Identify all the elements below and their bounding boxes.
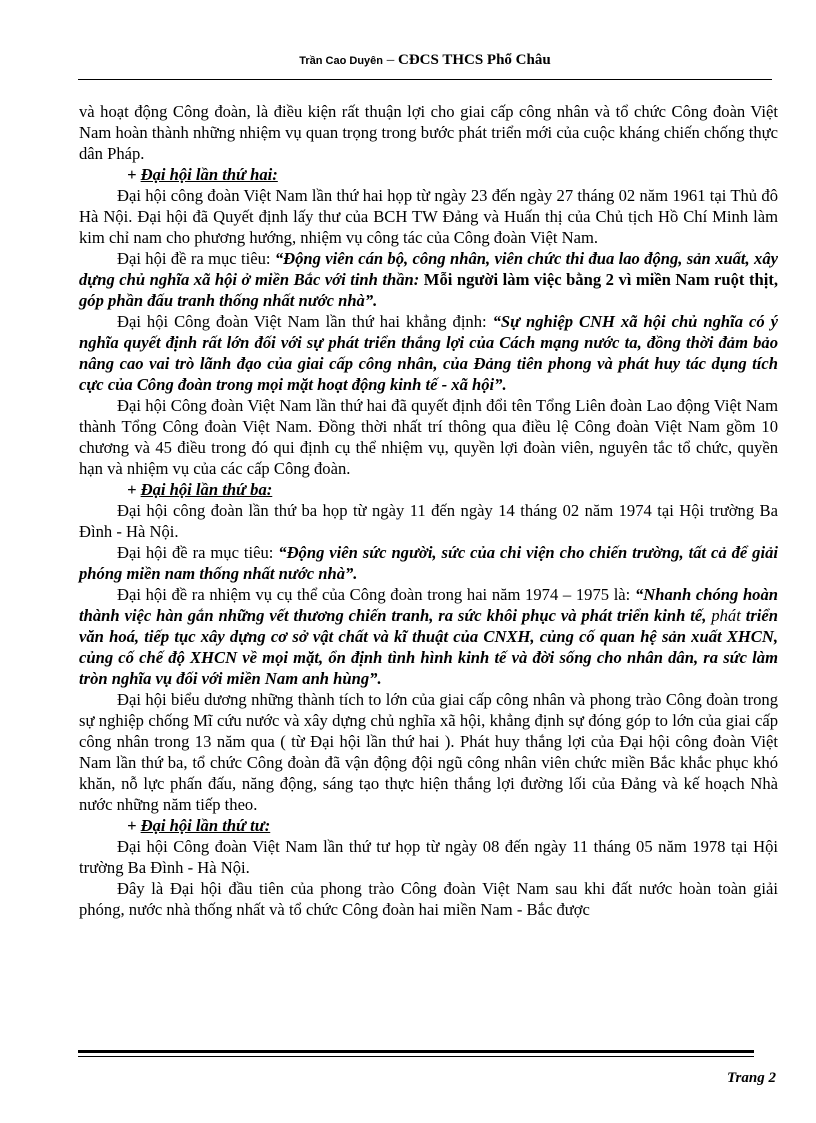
quote-part: “Nhanh chóng hoàn thành việc hàn gắn những vết thương chiến tranh, ra sức khôi phục và phát triển kinh tế, bbox=[79, 585, 779, 625]
quote-part: phát bbox=[711, 606, 741, 625]
paragraph bbox=[79, 248, 778, 311]
page-header bbox=[78, 52, 772, 72]
document-body bbox=[79, 101, 778, 920]
header-separator: – bbox=[383, 52, 399, 68]
section-bullet: + bbox=[127, 816, 141, 835]
paragraph bbox=[79, 584, 778, 689]
section-title: Đại hội lần thứ hai: bbox=[140, 165, 278, 184]
paragraph: Đại hội biểu dương những thành tích to lớn của giai cấp công nhân và phong trào Công đoàn trong sự nghiệp chống Mĩ cứu nước và xây dựng chủ nghĩa xã hội, khẳng định sự đóng góp to lớn của giai cấp công nhân trong 13 năm qua ( từ Đại hội lần thứ hai ). Phát huy thắng lợi của Đại hội công đoàn Việt Nam lần thứ ba, tổ chức Công đoàn đã vận động đội ngũ công nhân viên chức miền Bắc khắc phục khó khăn, nỗ lực phấn đấu, năng động, sáng tạo thực hiện thắng lợi đường lối của Đảng và kế hoạch Nhà nước những năm tiếp theo. bbox=[79, 690, 778, 814]
quote-part: góp phần đấu tranh thống nhất nước nhà”. bbox=[79, 291, 378, 310]
paragraph-continuation: và hoạt động Công đoàn, là điều kiện rất thuận lợi cho giai cấp công nhân và tổ chức Công đoàn Việt Nam hoàn thành những nhiệm vụ quan trọng trong bước phát triển mới của cuộc kháng chiến chống thực dân Pháp. bbox=[79, 102, 778, 163]
paragraph: Đại hội Công đoàn Việt Nam lần thứ hai đã quyết định đổi tên Tổng Liên đoàn Lao động Việt Nam thành Tổng Công đoàn Việt Nam. Đồng thời nhất trí thông qua điều lệ Công đoàn Việt Nam gồm 10 chương và 45 điều trong đó qui định cụ thể nhiệm vụ, quyền lợi đoàn viên, nguyên tắc tổ chức, quyền hạn và nhiệm vụ của các cấp Công đoàn. bbox=[79, 396, 778, 478]
section-title: Đại hội lần thứ tư: bbox=[140, 816, 271, 835]
page-number: Trang 2 bbox=[726, 1070, 776, 1086]
quote-part: Mỗi người làm việc bằng 2 vì miền Nam ruột thịt, bbox=[419, 270, 778, 289]
paragraph-lead: Đại hội đề ra nhiệm vụ cụ thể của Công đoàn trong hai năm 1974 – 1975 là: bbox=[117, 585, 635, 604]
quote: “Sự nghiệp CNH xã hội chủ nghĩa có ý nghĩa quyết định rất lớn đối với sự phát triển thắng lợi của Cách mạng nước ta, đồng thời đảm bảo nâng cao vai trò lãnh đạo của giai cấp công nhân, của Đảng tiên phong và phát huy tác dụng tích cực của Công đoàn trong mọi mặt hoạt động kinh tế - xã hội”. bbox=[79, 312, 778, 394]
header-school: CĐCS THCS Phổ Châu bbox=[398, 52, 551, 68]
paragraph: Đây là Đại hội đầu tiên của phong trào Công đoàn Việt Nam sau khi đất nước hoàn toàn giải phóng, nước nhà thống nhất và tổ chức Công đoàn hai miền Nam - Bắc được bbox=[79, 879, 778, 919]
paragraph-lead: Đại hội đề ra mục tiêu: bbox=[117, 543, 279, 562]
section-bullet: + bbox=[127, 480, 141, 499]
paragraph: Đại hội Công đoàn Việt Nam lần thứ tư họp từ ngày 08 đến ngày 11 tháng 05 năm 1978 tại Hội trường Ba Đình - Hà Nội. bbox=[79, 837, 778, 877]
header-author: Trần Cao Duyên bbox=[299, 55, 384, 67]
quote-part: triển văn hoá, tiếp tục xây dựng cơ sở vật chất và kĩ thuật của CNXH, củng cố quan hệ sản xuất XHCN, củng cố chế độ XHCN về mọi mặt, ổn định tình hình kinh tế và đời sống cho nhân dân, ra sức làm tròn nghĩa vụ đối với miền Nam anh hùng”. bbox=[79, 606, 779, 688]
paragraph bbox=[79, 311, 778, 395]
section-heading-fourth-congress bbox=[79, 815, 778, 836]
paragraph-lead: Đại hội Công đoàn Việt Nam lần thứ hai khẳng định: bbox=[117, 312, 493, 331]
paragraph: Đại hội công đoàn lần thứ ba họp từ ngày 11 đến ngày 14 tháng 02 năm 1974 tại Hội trường Ba Đình - Hà Nội. bbox=[79, 501, 778, 541]
paragraph bbox=[79, 542, 778, 584]
section-title: Đại hội lần thứ ba: bbox=[140, 480, 273, 499]
paragraph-lead: Đại hội đề ra mục tiêu: bbox=[117, 249, 275, 268]
header-rule bbox=[78, 79, 772, 80]
section-heading-second-congress bbox=[79, 164, 778, 185]
quote-part: “Động viên cán bộ, công nhân, viên chức thi đua lao động, sản xuất, xây dựng chủ nghĩa xã hội ở miền Bắc với tinh thần: bbox=[79, 249, 778, 289]
footer-rule-thick bbox=[78, 1050, 754, 1053]
footer-rule-thin bbox=[78, 1056, 754, 1057]
section-bullet: + bbox=[127, 165, 141, 184]
paragraph: Đại hội công đoàn Việt Nam lần thứ hai họp từ ngày 23 đến ngày 27 tháng 02 năm 1961 tại Thủ đô Hà Nội. Đại hội đã Quyết định lấy thư của BCH TW Đảng và Huấn thị của Chủ tịch Hồ Chí Minh làm kim chỉ nam cho phương hướng, nhiệm vụ công tác của Công đoàn Việt Nam. bbox=[79, 186, 778, 247]
quote: “Động viên sức người, sức của chi viện cho chiến trường, tất cả để giải phóng miền nam thống nhất nước nhà”. bbox=[79, 543, 778, 583]
section-heading-third-congress bbox=[79, 479, 778, 500]
